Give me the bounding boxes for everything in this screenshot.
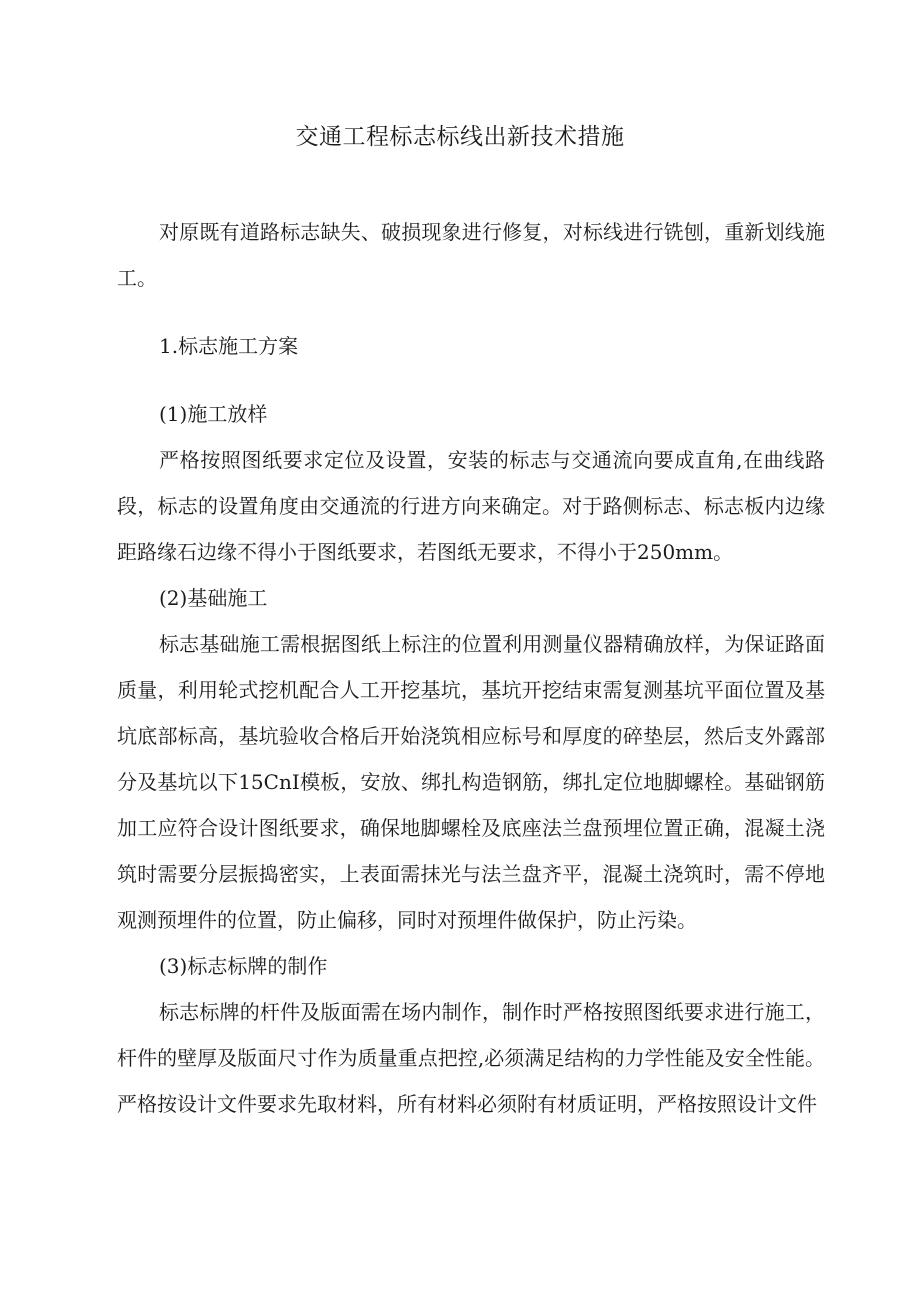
subsection-3-paragraph: 标志标牌的杆件及版面需在场内制作，制作时严格按照图纸要求进行施工，杆件的壁厚及版面尺寸作为质量重点把控,必须满足结构的力学性能及安全性能。严格按设计文件要求先取材料，所有材料必须附有材质证明，严格按照设计文件 [117, 1000, 825, 1116]
document-title: 交通工程标志标线出新技术措施 [295, 124, 625, 150]
subsection-3-heading: (3)标志标牌的制作 [159, 954, 328, 978]
document-body [117, 209, 825, 1127]
intro-paragraph: 对原既有道路标志缺失、破损现象进行修复，对标线进行铣刨，重新划线施工。 [117, 220, 825, 290]
subsection-2-paragraph: 标志基础施工需根据图纸上标注的位置利用测量仪器精确放样，为保证路面质量，利用轮式挖机配合人工开挖基坑，基坑开挖结束需复测基坑平面位置及基坑底部标高，基坑验收合格后开始浇筑相应标号和厚度的碎垫层，然后支外露部分及基坑以下15CnI模板，安放、绑扎构造钢筋，绑扎定位地脚螺栓。基础钢筋加工应符合设计图纸要求，确保地脚螺栓及底座法兰盘预埋位置正确，混凝土浇筑时需要分层振捣密实，上表面需抹光与法兰盘齐平，混凝土浇筑时，需不停地观测预埋件的位置，防止偏移，同时对预埋件做保护，防止污染。 [117, 632, 825, 932]
subsection-1-heading: (1)施工放样 [159, 402, 268, 426]
subsection-2-heading: (2)基础施工 [159, 586, 268, 610]
subsection-1-paragraph: 严格按照图纸要求定位及设置，安装的标志与交通流向要成直角,在曲线路段，标志的设置角度由交通流的行进方向来确定。对于路侧标志、标志板内边缘距路缘石边缘不得小于图纸要求，若图纸无要求，不得小于250mm。 [117, 448, 825, 564]
section-1-heading: 1.标志施工方案 [159, 334, 299, 358]
